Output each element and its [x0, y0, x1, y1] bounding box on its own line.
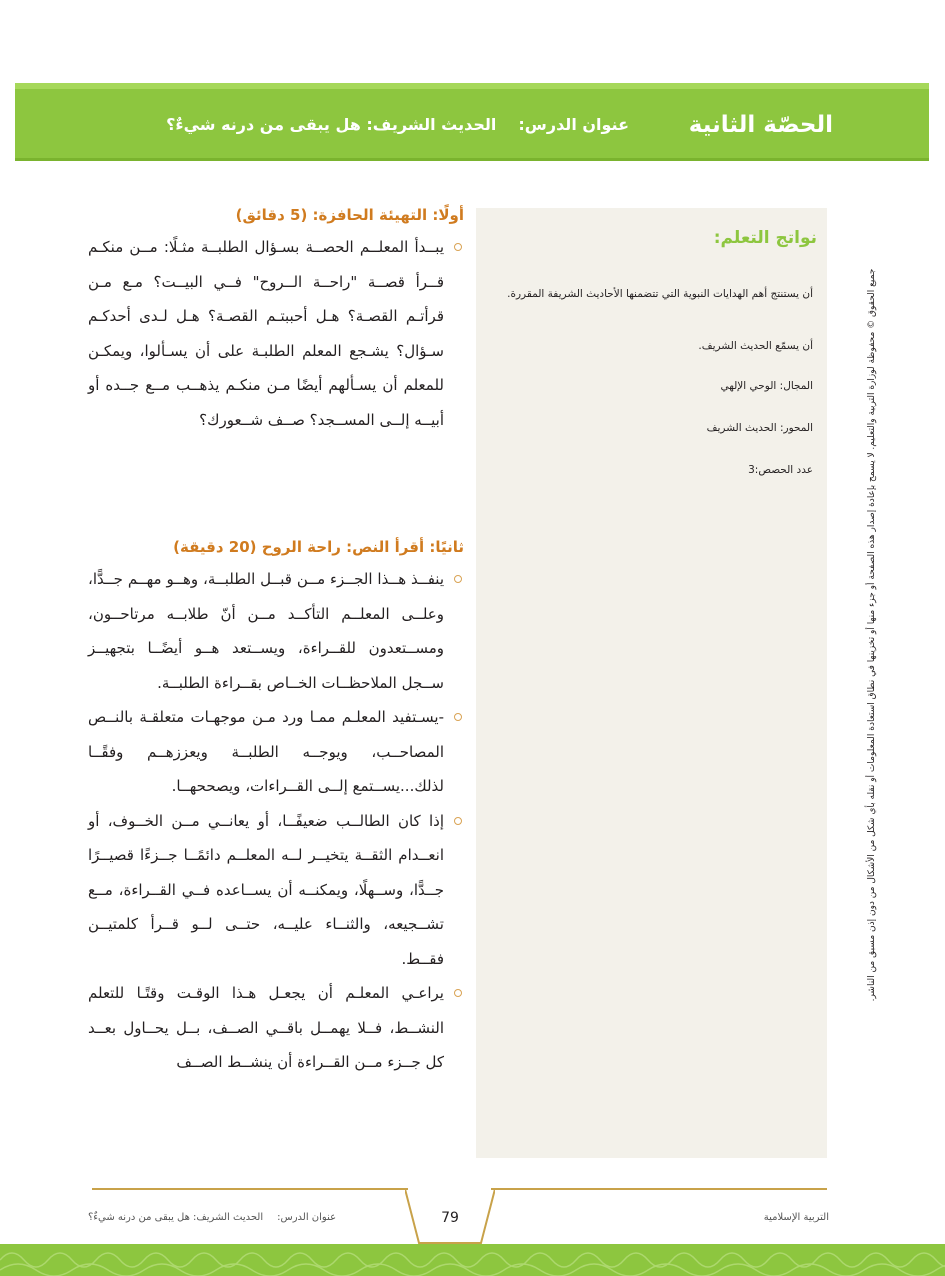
- footer-lesson-name: الحديث الشريف: هل يبقى من درنه شيءٌ؟: [88, 1212, 264, 1223]
- copyright-text: جميع الحقوق © محفوظة لوزارة التربية والتعليم. لا يسمح بإعادة إصدار هذه الصفحة أو جزء منها أو تخزينها في نطاق استعادة المعلومات أو نقله بأي شكل من الأشكال من دون إذن مسبق من الناشر.: [867, 268, 877, 1002]
- page-number: 79: [441, 1210, 459, 1226]
- learning-outcomes-panel: [476, 208, 827, 1158]
- footer-pattern-strip: [0, 1244, 945, 1276]
- session-title: الحصّة الثانية: [688, 112, 833, 138]
- section-warmup-heading: [88, 206, 464, 224]
- bullet-circle-icon: [454, 243, 462, 251]
- reading-bullet-4-text: يراعـي المعلـم أن يجعـل هـذا الوقـت وقتًـا للتعلم النشــط، فــلا يهمــل باقــي الصــف، بــل يحــاول بعــد كل جــزء مــن القــراءة أن ينشــط الصــف: [88, 984, 444, 1071]
- section-warmup-title: التهيئة الحافزة: (5 دقائق): [235, 206, 428, 224]
- reading-bullet-4: [88, 976, 464, 1080]
- section-reading-title: أقرأ النص: راحة الروح (20 دقيقة): [173, 538, 425, 556]
- warmup-bullet: [88, 230, 464, 437]
- footer-lesson-title: [88, 1212, 336, 1223]
- learning-outcomes-title: نواتج التعلم:: [713, 228, 817, 248]
- header-banner-highlight: [15, 83, 929, 89]
- section-warmup: [88, 206, 464, 437]
- lesson-label: عنوان الدرس:: [518, 115, 629, 134]
- section-reading-lead: ثانيًا:: [429, 538, 464, 556]
- reading-bullet-3: [88, 804, 464, 977]
- footer-rule-left: [92, 1188, 408, 1190]
- outcome-deduce-guidance: أن يستنتج أهم الهدايات النبوية التي تتضمنها الأحاديث الشريفة المقررة.: [507, 288, 813, 300]
- panel-axis: المحور: الحديث الشريف: [706, 422, 813, 434]
- bullet-circle-icon: [454, 575, 462, 583]
- reading-bullet-2: [88, 700, 464, 804]
- reading-bullet-1-text: ينفــذ هــذا الجــزء مــن قبــل الطلبــة، وهــو مهــم جــدًّا، وعلــى المعلــم التأكــد مــن أنّ طلابــه مرتاحــون، ومســتعدون للقــراءة، ويســتعد هــو أيضًــا بتجهيــز ســجل الملاحظــات الخــاص بقــراءة الطلبــة.: [88, 570, 444, 692]
- reading-bullet-2-text: -يسـتفيد المعلـم ممـا ورد مـن موجهـات متعلقـة بالنــص المصاحــب، ويوجــه الطلبــة ويعززهــم وفقًــا لذلك...يســتمع إلــى القــراءات، ويصححهــا.: [88, 708, 444, 795]
- bullet-circle-icon: [454, 817, 462, 825]
- footer-lesson-label: عنوان الدرس:: [277, 1212, 337, 1223]
- bullet-circle-icon: [454, 989, 462, 997]
- reading-bullet-3-text: إذا كان الطالــب ضعيفًــا، أو يعانــي مــن الخــوف، أو انعــدام الثقــة يتخيــر لــه المعلــم دائمًــا جــزءًا قصيــرًا جــدًّا، وســهلًا، ويمكنــه أن يســاعده فــي القــراءة، مــع تشــجيعه، والثنــاء عليــه، حتــى لــو قــرأ كلمتيــن فقــط.: [88, 811, 444, 968]
- header-banner-underline: [15, 158, 929, 161]
- reading-bullet-list: [88, 562, 464, 1080]
- bullet-circle-icon: [454, 713, 462, 721]
- lesson-title: [166, 115, 629, 134]
- copyright-note: [864, 268, 880, 1002]
- outcome-recite-hadith: أن يسمّع الحديث الشريف.: [698, 340, 813, 352]
- footer-rule-right: [491, 1188, 827, 1190]
- section-reading-heading: [88, 538, 464, 556]
- lesson-name: الحديث الشريف: هل يبقى من درنه شيءٌ؟: [166, 115, 497, 134]
- warmup-bullet-text: يبــدأ المعلــم الحصــة بسـؤال الطلبــة مثـلًا: مــن منكـم قــرأ قصــة "راحــة الــروح" فــي البيــت؟ مـع مـن قرأتـم القصـة؟ هـل أحببتـم القصـة؟ هـل لـدى أحدكـم سـؤال؟ يشـجع المعلم الطلبـة على أن يسـألوا، ويمكـن للمعلم أن يسـألهم أيضًا مـن منكـم يذهــب مــع جــده أو أبيــه إلــى المســجد؟ صــف شــعورك؟: [88, 238, 444, 429]
- section-reading: [88, 538, 464, 1080]
- footer-subject: التربية الإسلامية: [763, 1212, 829, 1223]
- panel-domain: المجال: الوحي الإلهي: [720, 380, 813, 392]
- reading-bullet-1: [88, 562, 464, 700]
- section-warmup-lead: أولًا:: [432, 206, 464, 224]
- panel-session-count: عدد الحصص:3: [748, 464, 813, 476]
